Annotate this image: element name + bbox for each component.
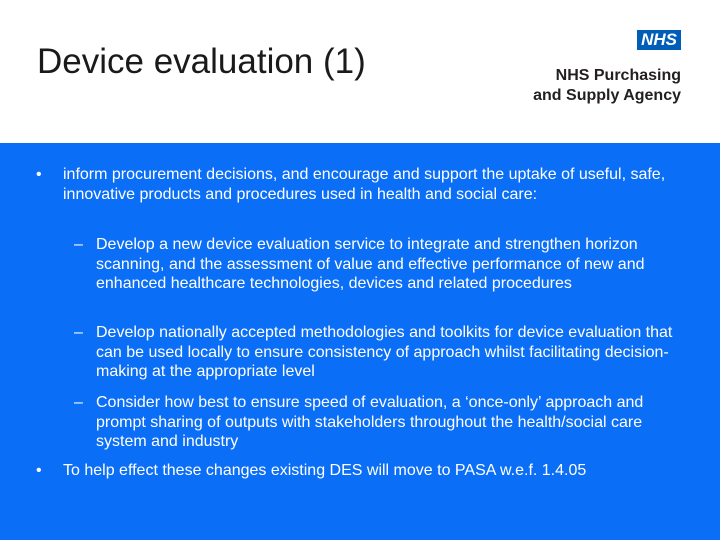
bullet-text: To help effect these changes existing DES will move to PASA w.e.f. 1.4.05 bbox=[63, 462, 587, 479]
bullet-text: inform procurement decisions, and encourage and support the uptake of useful, safe, innovative products and procedures used in health and social care: bbox=[63, 166, 666, 203]
slide-title: Device evaluation (1) bbox=[37, 42, 366, 81]
bullet-marker: • bbox=[36, 462, 42, 479]
nhs-badge: NHS bbox=[637, 30, 681, 50]
sub-bullet-text: Develop a new device evaluation service to integrate and strengthen horizon scanning, and the assessment of value and effective performance of new and enhanced healthcare technologies, devices and related procedures bbox=[96, 236, 645, 292]
organisation-name-line-1: NHS Purchasing bbox=[555, 67, 681, 84]
bullet-marker: • bbox=[36, 166, 42, 183]
sub-bullet-text: Develop nationally accepted methodologies and toolkits for device evaluation that can be used locally to ensure consistency of approach whilst facilitating decision-making at the appropriate level bbox=[96, 324, 673, 380]
organisation-name-line-2: and Supply Agency bbox=[533, 87, 681, 104]
sub-bullet-marker: – bbox=[74, 394, 83, 411]
nhs-pasa-logo bbox=[520, 30, 685, 110]
sub-bullet-marker: – bbox=[74, 236, 83, 253]
sub-bullet-text: Consider how best to ensure speed of evaluation, a ‘once-only’ approach and prompt sharing of outputs with stakeholders throughout the health/social care system and industry bbox=[96, 394, 644, 450]
slide-content bbox=[0, 143, 720, 540]
sub-bullet-marker: – bbox=[74, 324, 83, 341]
organisation-name bbox=[511, 66, 681, 106]
slide-header bbox=[0, 0, 720, 143]
